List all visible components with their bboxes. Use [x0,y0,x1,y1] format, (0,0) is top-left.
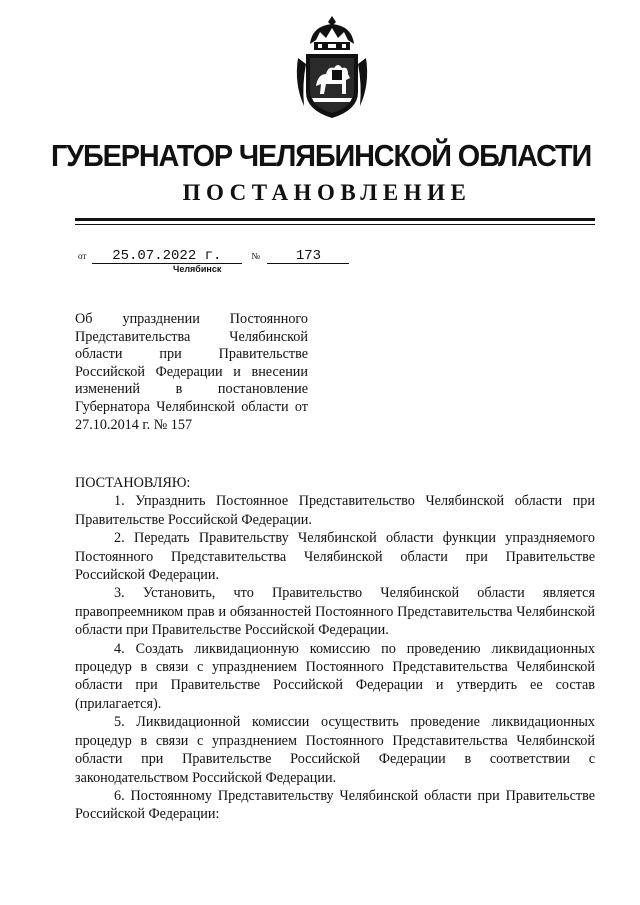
number-sign: № [251,251,260,261]
document-subject: Об упразднении Постоянного Представительства Челябинской области при Правительстве Российской Федерации и внесении изменений в постановление Губернатора Челябинской области от 27.10.2014 г. № 157 [75,311,308,433]
document-date: 25.07.2022 [112,248,197,264]
date-prefix: от [78,251,87,261]
paragraph-4: 4. Создать ликвидационную комиссию по проведению ликвидационных процедур в связи с упразднением Постоянного Представительства Челябинской области при Правительстве Российской Федерации и утвердить ее состав (прилагается). [75,640,595,712]
document-number: 173 [295,248,322,264]
paragraph-3: 3. Установить, что Правительство Челябинской области является правопреемником прав и обязанностей Постоянного Представительства Челябинской области при Правительстве Российской Федерации. [75,585,595,639]
paragraph-6: 6. Постоянному Представительству Челябинской области при Правительстве Российской Федерации: [75,787,595,823]
document-type: ПОСТАНОВЛЕНИЕ [182,180,472,205]
document-number-field [267,249,349,264]
document-date-field [92,249,242,264]
document-meta [78,248,349,264]
coat-of-arms-icon [292,14,372,122]
header-divider-thick [75,218,595,221]
org-title: ГУБЕРНАТОР ЧЕЛЯБИНСКОЙ ОБЛАСТИ [50,138,592,173]
city-label: Челябинск [173,264,222,274]
paragraph-1: 1. Упразднить Постоянное Представительство Челябинской области при Правительстве Российской Федерации. [75,493,595,528]
document-body [75,474,595,824]
paragraph-2: 2. Передать Правительству Челябинской области функции упраздняемого Постоянного Представительства Челябинской области при Правительстве Российской Федерации. [75,530,595,584]
paragraph-5: 5. Ликвидационной комиссии осуществить проведение ликвидационных процедур в связи с упразднением Постоянного Представительства Челябинской области при Правительстве Российской Федерации в соответствии с законодательством Российской Федерации. [75,714,595,786]
year-suffix: г. [204,248,222,264]
resolution-lead: ПОСТАНОВЛЯЮ: [75,475,191,491]
header-divider-thin [75,224,595,225]
